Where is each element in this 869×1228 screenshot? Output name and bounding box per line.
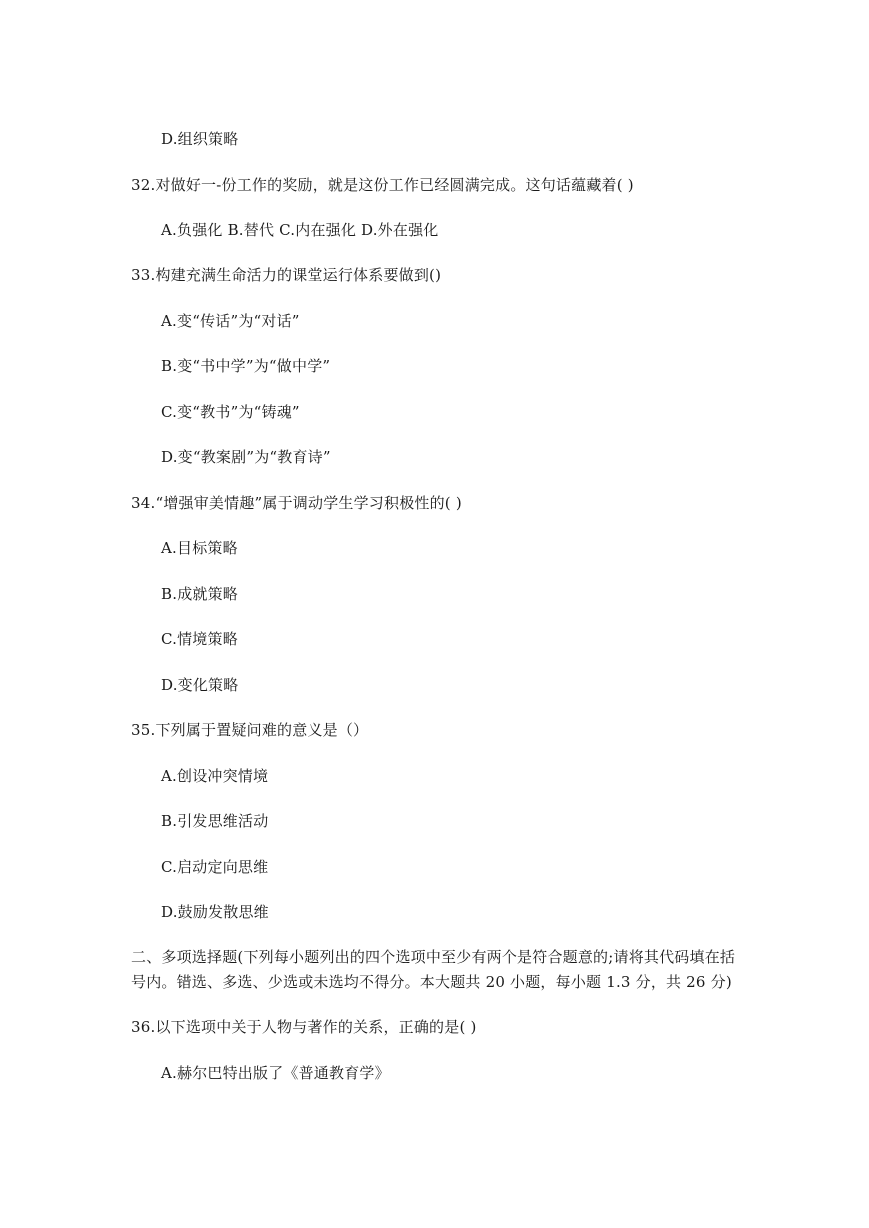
option-line: A.赫尔巴特出版了《普通教育学》 xyxy=(161,1064,390,1082)
question-line: 33.构建充满生命活力的课堂运行体系要做到() xyxy=(131,266,442,284)
option-line: B.成就策略 xyxy=(161,585,238,603)
option-line: C.情境策略 xyxy=(161,630,238,648)
option-line: B.引发思维活动 xyxy=(161,812,269,830)
option-line: D.鼓励发散思维 xyxy=(161,903,269,921)
question-line: 36.以下选项中关于人物与著作的关系，正确的是( ) xyxy=(131,1018,477,1036)
question-line: 34.“增强审美情趣”属于调动学生学习积极性的( ) xyxy=(131,494,462,512)
option-line: A.目标策略 xyxy=(161,539,238,557)
option-line: A.创设冲突情境 xyxy=(161,767,269,785)
section-heading-line: 号内。错选、多选、少选或未选均不得分。本大题共 20 小题，每小题 1.3 分，共 26 分) xyxy=(131,973,732,991)
question-line: 32.对做好一-份工作的奖励，就是这份工作已经圆满完成。这句话蕴藏着( ) xyxy=(131,176,634,194)
option-line: C.变“教书”为“铸魂” xyxy=(161,403,300,421)
question-line: 35.下列属于置疑问难的意义是（） xyxy=(131,721,369,739)
option-line: D.组织策略 xyxy=(161,130,239,148)
section-heading-line: 二、多项选择题(下列每小题列出的四个选项中至少有两个是符合题意的;请将其代码填在括 xyxy=(131,948,736,966)
option-line: A.负强化 B.替代 C.内在强化 D.外在强化 xyxy=(161,221,439,239)
option-line: C.启动定向思维 xyxy=(161,858,269,876)
option-line: A.变“传话”为“对话” xyxy=(161,312,300,330)
option-line: D.变化策略 xyxy=(161,676,239,694)
option-line: D.变“教案剧”为“教育诗” xyxy=(161,448,331,466)
option-line: B.变“书中学”为“做中学” xyxy=(161,357,331,375)
